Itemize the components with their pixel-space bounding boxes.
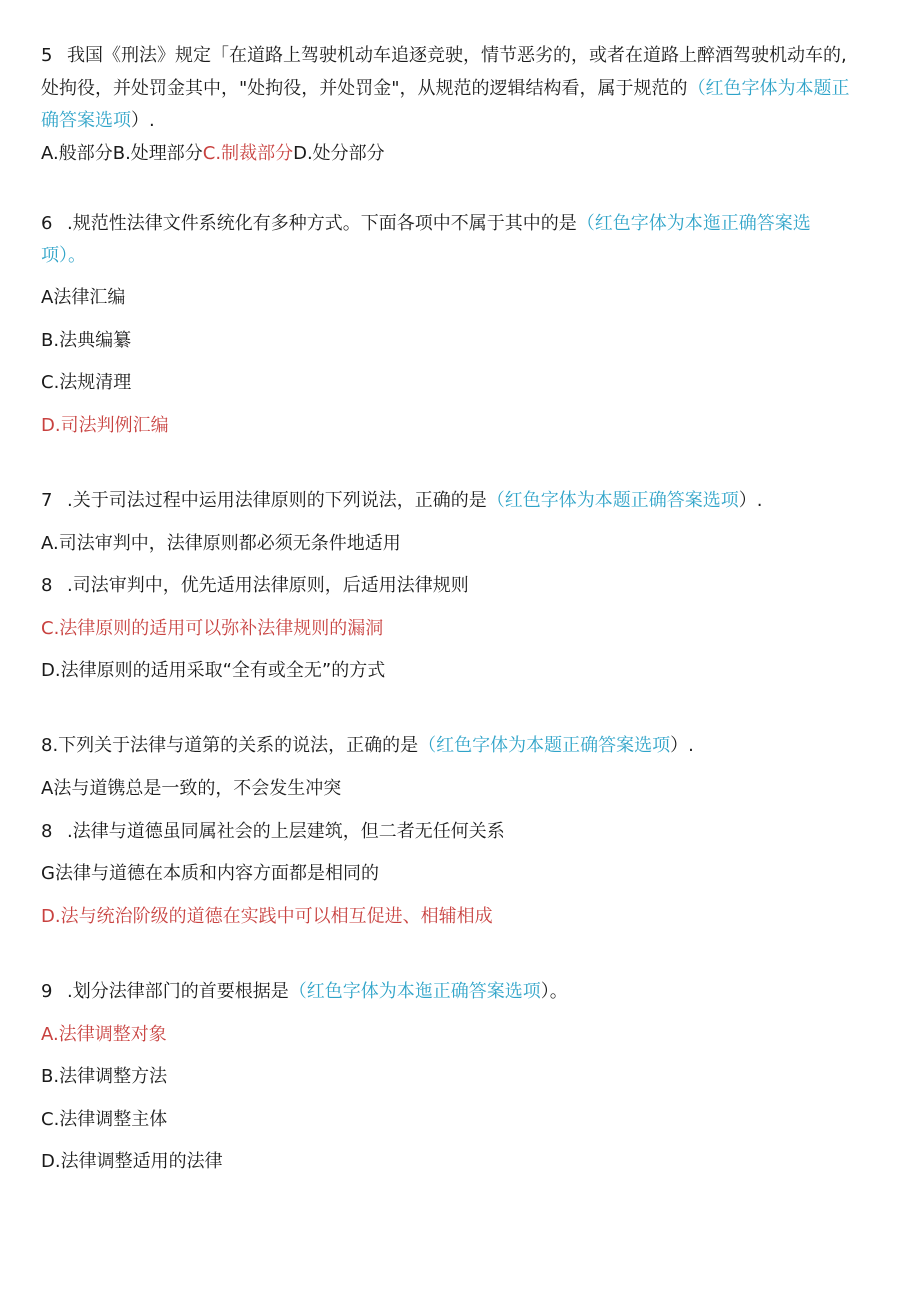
q5-hint: （红色字体为本题正 [687, 78, 850, 99]
q9-hint: （红色字体为本迤正确答案选项 [288, 981, 541, 1002]
q5-options [41, 141, 385, 167]
q5-line-2 [41, 76, 850, 102]
q7-option-b-number: 8 [41, 575, 53, 596]
q6-number: 6 [41, 213, 53, 234]
q6-option-a: A法律汇编 [41, 287, 126, 308]
q8-option-b [41, 819, 505, 845]
q7-option-a: A.司法审判中，法律原则都必须无条件地适用 [41, 533, 401, 554]
q7-stem-text: .关于司法过程中运用法律原则的下列说法，正确的是 [67, 490, 487, 511]
q8-option-d-answer: D.法与统治阶级的道德在实践中可以相互促进、相辅相成 [41, 906, 493, 927]
q8-option-b-number: 8 [41, 821, 53, 842]
q7-option-b [41, 573, 469, 599]
q5-option-d: D.处分部分 [293, 143, 385, 164]
q7-line-1 [41, 488, 762, 514]
q5-number: 5 [41, 45, 53, 66]
q7-hint: （红色字体为本题正确答案选项 [486, 490, 739, 511]
q5-line-3 [41, 108, 155, 134]
q9-line-1 [41, 979, 568, 1005]
q9-stem-text: .划分法律部门的首要根据是 [67, 981, 289, 1002]
q8-line-1 [41, 733, 694, 759]
q5-option-b: B.处理部分 [112, 143, 203, 164]
q5-line-1 [41, 43, 847, 69]
q7-number: 7 [41, 490, 53, 511]
q7-option-b-text: .司法审判中，优先适用法律原则，后适用法律规则 [67, 575, 469, 596]
q5-stem-text-2: 处拘役，并处罚金其中，"处拘役，并处罚金"，从规范的逻辑结构看，属于规范的 [41, 78, 688, 99]
q9-option-d: D.法律调整适用的法律 [41, 1151, 223, 1172]
q5-option-a: A.般部分 [41, 143, 113, 164]
q6-option-c: C.法规清理 [41, 372, 132, 393]
q8-option-a: A法与道镌总是一致的，不会发生冲突 [41, 778, 342, 799]
q5-option-c-answer: C.制裁部分 [202, 143, 294, 164]
q8-stem-end: ）. [670, 735, 694, 756]
q9-option-a-answer: A.法律调整对象 [41, 1024, 167, 1045]
q5-stem-text: 我国《刑法》规定「在道路上驾驶机动车追逐竞驶，情节恶劣的，或者在道路上醉酒驾驶机动车的, [67, 45, 847, 66]
q5-stem-end: ）. [131, 110, 155, 131]
q6-line-1 [41, 211, 811, 237]
q6-hint: （红色字体为本迤正确答案选 [576, 213, 811, 234]
q6-option-d-answer: D.司法判例汇编 [41, 415, 169, 436]
q8-option-b-text: .法律与道德虽同属社会的上层建筑，但二者无任何关系 [67, 821, 505, 842]
q7-option-d: D.法律原则的适用采取“全有或全无”的方式 [41, 660, 386, 681]
q5-hint-2: 确答案选项 [41, 110, 131, 131]
q6-stem-text: .规范性法律文件系统化有多种方式。下面各项中不属于其中的是 [67, 213, 577, 234]
q8-stem-text: 8.下列关于法律与道第的关系的说法，正确的是 [41, 735, 419, 756]
q9-number: 9 [41, 981, 53, 1002]
q7-stem-end: ）. [738, 490, 763, 511]
q9-option-b: B.法律调整方法 [41, 1066, 168, 1087]
q6-hint-2: 项）。 [41, 245, 86, 266]
q6-option-b: B.法典编纂 [41, 330, 132, 351]
q6-line-2 [41, 243, 86, 269]
q7-option-c-answer: C.法律原则的适用可以弥补法律规则的漏洞 [41, 618, 384, 639]
q9-stem-end: ）。 [540, 981, 568, 1002]
q8-hint: （红色字体为本题正确答案选项 [418, 735, 671, 756]
q8-option-c: G法律与道德在本质和内容方面都是相同的 [41, 863, 379, 884]
q9-option-c: C.法律调整主体 [41, 1109, 168, 1130]
